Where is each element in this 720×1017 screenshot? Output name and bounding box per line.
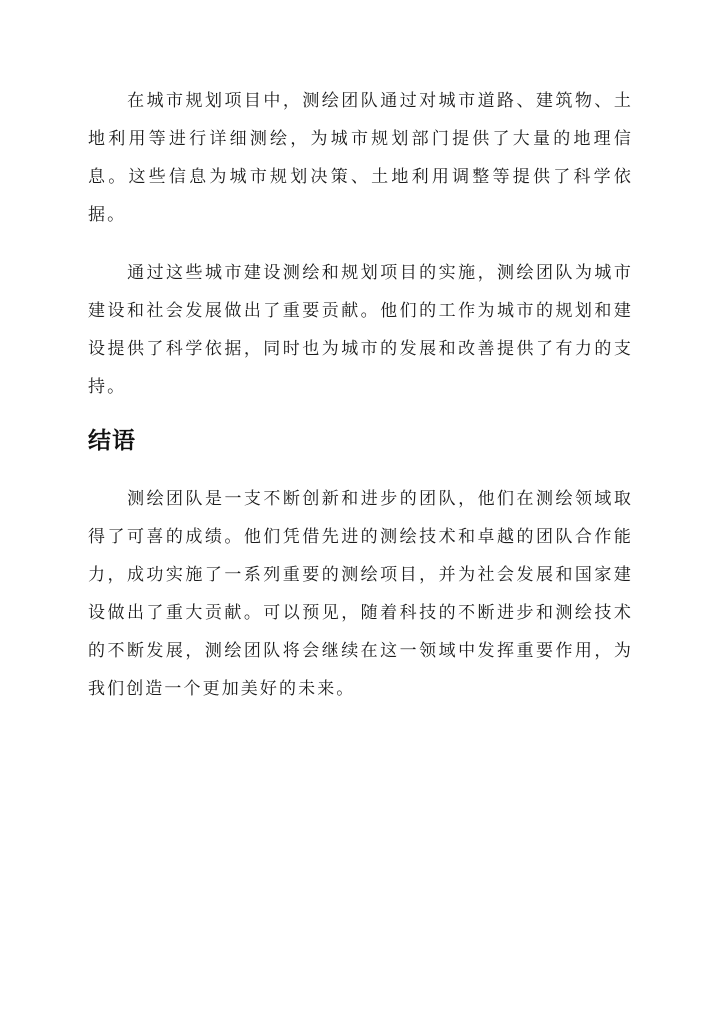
section-heading-conclusion: 结语 (88, 428, 136, 454)
paragraph-conclusion: 测绘团队是一支不断创新和进步的团队，他们在测绘领域取得了可喜的成绩。他们凭借先进的测绘技术和卓越的团队合作能力，成功实施了一系列重要的测绘项目，并为社会发展和国家建设做出了重大贡献。可以预见，随着科技的不断进步和测绘技术的不断发展，测绘团队将会继续在这一领域中发挥重要作用，为我们创造一个更加美好的未来。 (88, 489, 633, 699)
document-body (88, 82, 633, 728)
paragraph-urban-planning: 在城市规划项目中，测绘团队通过对城市道路、建筑物、土地利用等进行详细测绘，为城市规划部门提供了大量的地理信息。这些信息为城市规划决策、土地利用调整等提供了科学依据。 (88, 91, 633, 225)
paragraph-contribution: 通过这些城市建设测绘和规划项目的实施，测绘团队为城市建设和社会发展做出了重要贡献。他们的工作为城市的规划和建设提供了科学依据，同时也为城市的发展和改善提供了有力的支持。 (88, 263, 633, 397)
